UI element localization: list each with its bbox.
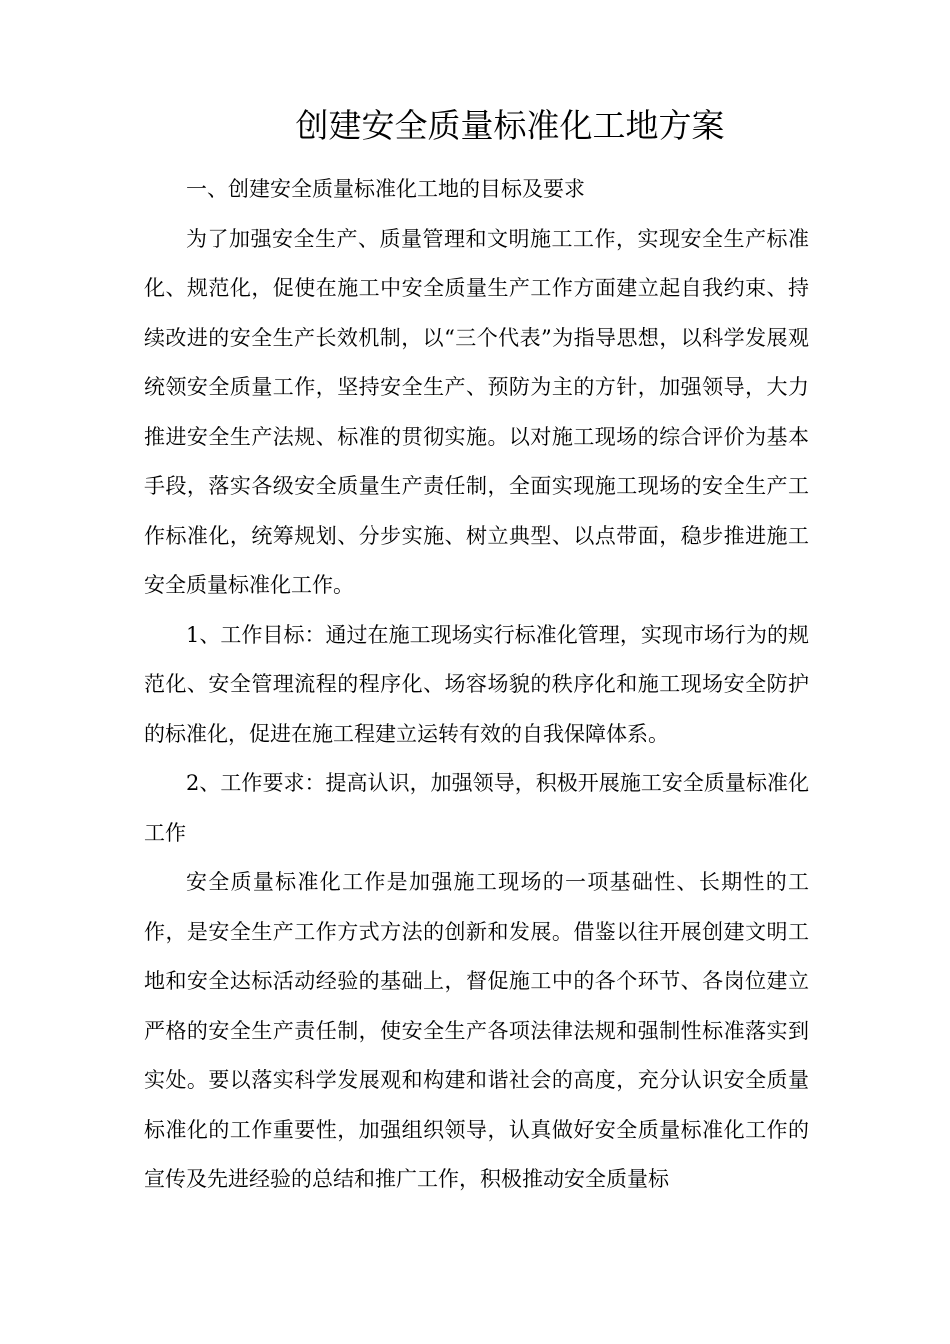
section-heading: 一、创建安全质量标准化工地的目标及要求 <box>186 177 585 201</box>
paragraph-work-goal: 1、工作目标：通过在施工现场实行标准化管理，实现市场行为的规范化、安全管理流程的程序化、场容场貌的秩序化和施工现场安全防护的标准化，促进在施工程建立运转有效的自我保障体系。 <box>144 622 809 746</box>
paragraph-standardization: 安全质量标准化工作是加强施工现场的一项基础性、长期性的工作，是安全生产工作方式方法的创新和发展。借鉴以往开展创建文明工地和安全达标活动经验的基础上，督促施工中的各个环节、各岗位建立严格的安全生产责任制，使安全生产各项法律法规和强制性标准落实到实处。要以落实科学发展观和构建和谐社会的高度，充分认识安全质量标准化的工作重要性，加强组织领导，认真做好安全质量标准化工作的宣传及先进经验的总结和推广工作，积极推动安全质量标 <box>144 870 809 1191</box>
document-title: 创建安全质量标准化工地方案 <box>295 106 725 145</box>
paragraph-intro: 为了加强安全生产、质量管理和文明施工工作，实现安全生产标准化、规范化，促使在施工中安全质量生产工作方面建立起自我约束、持续改进的安全生产长效机制，以“三个代表”为指导思想，以科学发展观统领安全质量工作，坚持安全生产、预防为主的方针，加强领导，大力推进安全生产法规、标准的贯彻实施。以对施工现场的综合评价为基本手段，落实各级安全质量生产责任制，全面实现施工现场的安全生产工作标准化，统筹规划、分步实施、树立典型、以点带面，稳步推进施工安全质量标准化工作。 <box>144 226 809 597</box>
paragraph-work-requirement: 2、工作要求：提高认识，加强领导，积极开展施工安全质量标准化工作 <box>144 771 809 845</box>
document-body <box>144 165 809 1205</box>
